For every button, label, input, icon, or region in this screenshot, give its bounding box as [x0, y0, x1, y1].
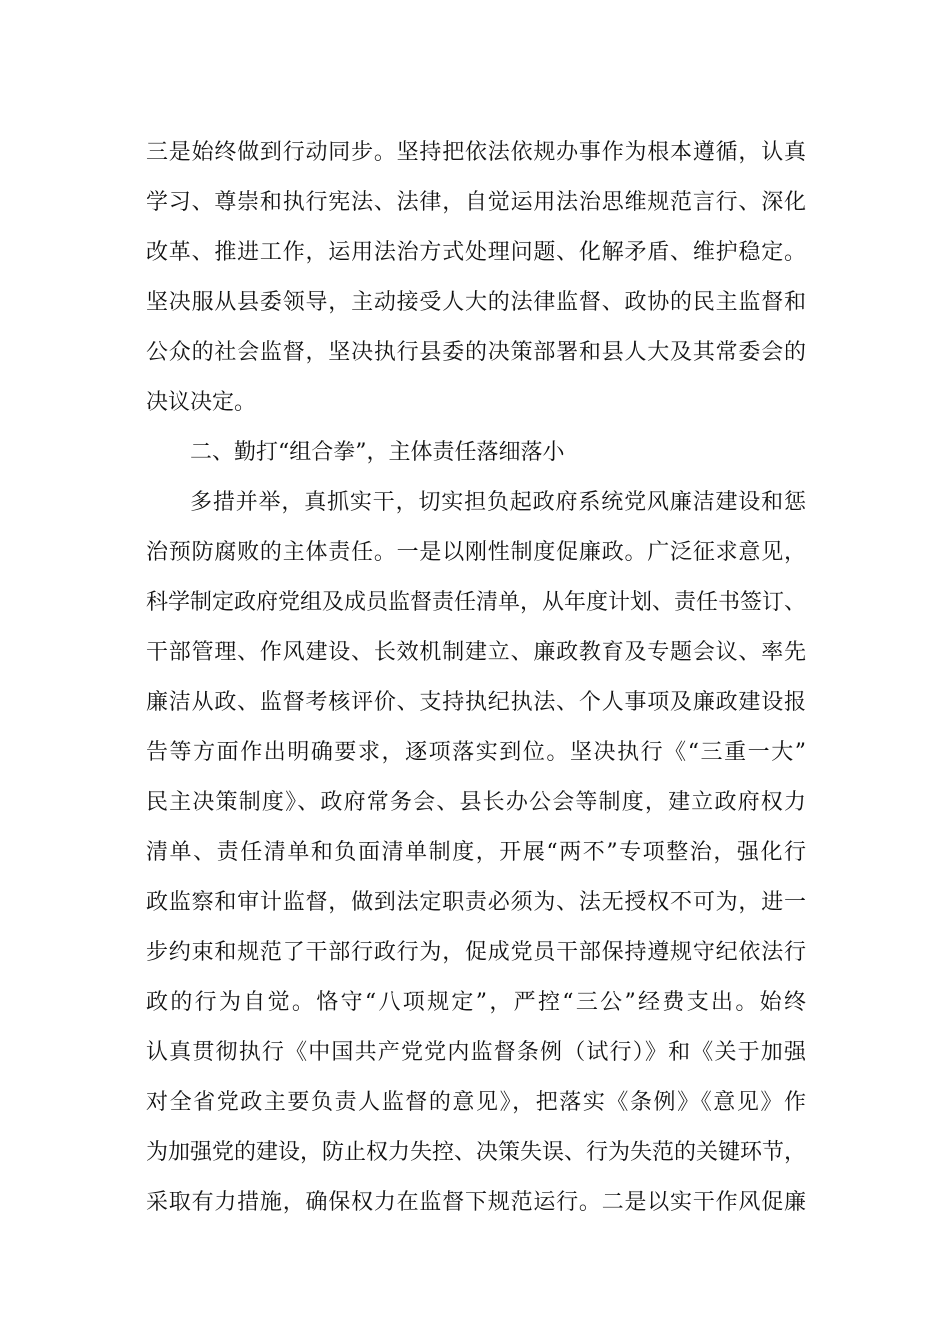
document-body	[146, 128, 806, 1228]
section-heading: 二、勤打“组合拳”，主体责任落细落小	[190, 440, 565, 465]
paragraph-1-line-6: 决议决定。	[146, 390, 257, 415]
paragraph-2-line-1: 多措并举，真抓实干，切实担负起政府系统党风廉洁建设和惩	[190, 490, 806, 515]
paragraph-1-line-1: 三是始终做到行动同步。坚持把依法依规办事作为根本遵循，认真	[146, 140, 806, 165]
paragraph-2-line-6: 告等方面作出明确要求，逐项落实到位。坚决执行《“三重一大”	[146, 740, 806, 765]
paragraph-2-line-14: 为加强党的建设，防止权力失控、决策失误、行为失范的关键环节，	[146, 1140, 807, 1165]
paragraph-2-line-3: 科学制定政府党组及成员监督责任清单，从年度计划、责任书签订、	[146, 590, 807, 615]
paragraph-2-line-7: 民主决策制度》、政府常务会、县长办公会等制度，建立政府权力	[146, 790, 806, 815]
paragraph-2-line-11: 政的行为自觉。恪守“八项规定”，严控“三公”经费支出。始终	[146, 990, 806, 1015]
paragraph-2-line-8: 清单、责任清单和负面清单制度，开展“两不”专项整治，强化行	[146, 840, 806, 865]
paragraph-2-line-10: 步约束和规范了干部行政行为，促成党员干部保持遵规守纪依法行	[146, 940, 806, 965]
paragraph-2-line-4: 干部管理、作风建设、长效机制建立、廉政教育及专题会议、率先	[146, 640, 806, 665]
paragraph-1-line-2: 学习、尊崇和执行宪法、法律，自觉运用法治思维规范言行、深化	[146, 190, 806, 215]
paragraph-2-line-12: 认真贯彻执行《中国共产党党内监督条例（试行）》和《关于加强	[146, 1040, 806, 1065]
paragraph-1-line-5: 公众的社会监督，坚决执行县委的决策部署和县人大及其常委会的	[146, 340, 806, 365]
paragraph-1-line-4: 坚决服从县委领导，主动接受人大的法律监督、政协的民主监督和	[146, 290, 806, 315]
paragraph-2-line-9: 政监察和审计监督，做到法定职责必须为、法无授权不可为，进一	[146, 890, 806, 915]
paragraph-2-line-13: 对全省党政主要负责人监督的意见》，把落实《条例》《意见》作	[146, 1090, 806, 1115]
paragraph-2-line-5: 廉洁从政、监督考核评价、支持执纪执法、个人事项及廉政建设报	[146, 690, 806, 715]
paragraph-2-line-2: 治预防腐败的主体责任。一是以刚性制度促廉政。广泛征求意见，	[146, 540, 806, 565]
paragraph-1-line-3: 改革、推进工作，运用法治方式处理问题、化解矛盾、维护稳定。	[146, 240, 806, 265]
paragraph-2-line-15: 采取有力措施，确保权力在监督下规范运行。二是以实干作风促廉	[146, 1190, 806, 1215]
